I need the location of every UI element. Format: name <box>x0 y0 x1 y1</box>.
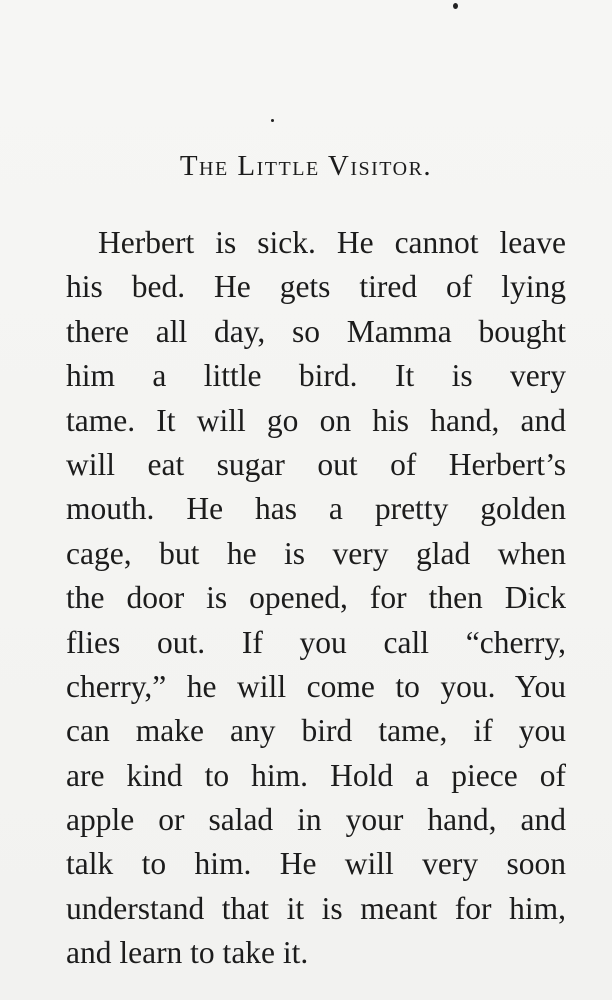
text-line: tame. It will go on his hand, and <box>66 402 566 438</box>
text-line: the door is opened, for then Dick <box>66 580 566 616</box>
text-line: flies out. If you call “cherry, <box>66 624 566 660</box>
ink-speck <box>271 119 274 122</box>
text-line: Herbert is sick. He cannot leave <box>98 225 566 260</box>
text-line: there all day, so Mamma bought <box>66 313 566 349</box>
text-line: his bed. He gets tired of lying <box>66 269 566 305</box>
text-line: cage, but he is very glad when <box>66 535 566 571</box>
text-line: talk to him. He will very soon <box>66 846 566 882</box>
ink-speck <box>453 3 458 9</box>
text-line: mouth. He has a pretty golden <box>66 491 566 527</box>
text-line: and learn to take it. <box>66 935 309 971</box>
text-line: apple or salad in your hand, and <box>66 802 566 838</box>
text-line: cherry,” he will come to you. You <box>66 668 566 704</box>
story-body <box>66 221 566 976</box>
text-line: are kind to him. Hold a piece of <box>66 757 566 793</box>
text-line: him a little bird. It is very <box>66 358 566 394</box>
text-line: can make any bird tame, if you <box>66 713 566 749</box>
text-line: will eat sugar out of Herbert’s <box>66 446 566 482</box>
text-line: understand that it is meant for him, <box>66 890 566 926</box>
story-title: The Little Visitor. <box>179 150 433 182</box>
